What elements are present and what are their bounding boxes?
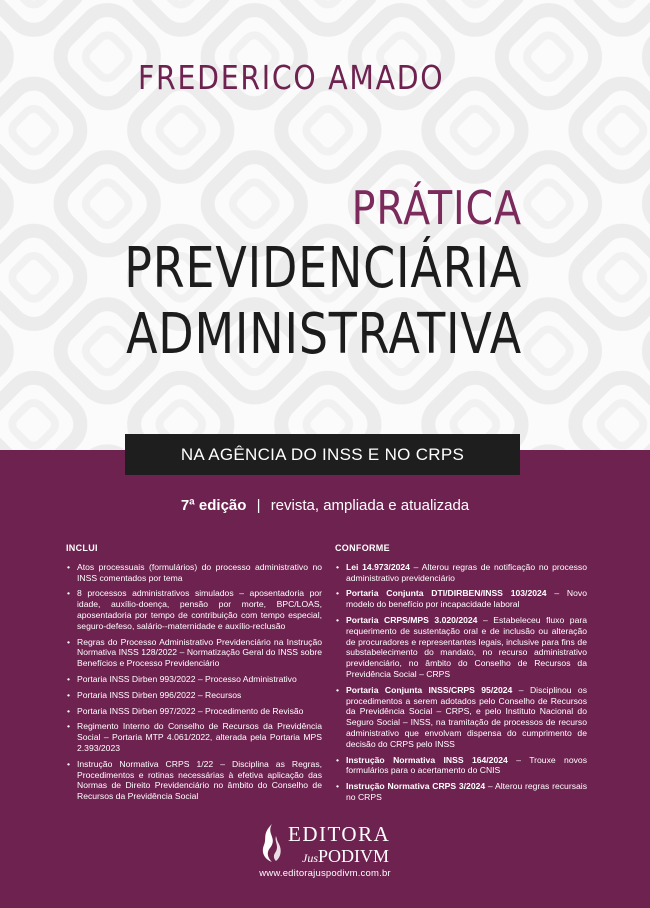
publisher-brand [302,846,389,867]
list-item: • Regimento Interno do Conselho de Recursos da Previdência Social – Portaria MTP 4.061/2022, alterada pela Portaria MPS 2.393/2023 [66,721,322,753]
list-item [335,781,587,803]
list-item: • Portaria INSS Dirben 996/2022 – Recursos [66,690,322,701]
edition-description: revista, ampliada e atualizada [270,497,470,514]
list-item-bold: Lei 14.973/2024 [346,561,410,572]
list-item-text: – Disciplinou os procedimentos a serem adotados pelo Conselho de Recursos da Previdência Social – CRPS, e pelo Instituto Nacional do Seguro Social – INSS, na tramitação de processos de recurso administrativo que envolvam dispensa do cumprimento de decisão do CRPS pelo INSS [346,684,587,749]
list-item-bold: Portaria Conjunta DTI/DIRBEN/INSS 103/2024 [346,588,547,599]
list-item-text: – Alterou regras recursais no CRPS [346,781,587,802]
list-item [335,588,587,610]
list-item: • Regras do Processo Administrativo Previdenciário na Instrução Normativa INSS 128/2022 – Normatização Geral do INSS sobre Benefícios e Processo Previdenciário [66,637,322,669]
publisher-logo [258,820,398,868]
conforme-heading: CONFORME [335,543,390,553]
list-item-text: – Estabeleceu fluxo para requerimento de sustentação oral e de inclusão ou alteração de procuradores e representantes legais, inclusive para fins de substabelecimento do mandato, no recurso administrativo previdenciário, no âmbito do Conselho de Recursos da Previdência Social – CRPS [346,614,587,679]
subtitle-bar [125,434,520,475]
list-item-bold: Portaria Conjunta INSS/CRPS 95/2024 [346,684,513,695]
book-title [37,180,522,368]
title-line-2: PREVIDENCIÁRIA [124,236,522,301]
list-item-bold: Portaria CRPS/MPS 3.020/2024 [346,614,478,625]
conforme-column [335,543,587,808]
publisher-name: EDITORA [288,822,391,846]
inclui-column [66,543,322,807]
list-item-text: – Alterou regras de notificação no processo administrativo previdenciário [346,561,587,583]
list-item: • Portaria INSS Dirben 993/2022 – Processo Administrativo [66,674,322,685]
list-item-bold: Instrução Normativa INSS 164/2024 [346,754,508,765]
list-item: • Portaria INSS Dirben 997/2022 – Procedimento de Revisão [66,706,322,717]
title-line-1: PRÁTICA [351,181,522,235]
list-item-text: – Novo modelo do benefício por incapacidade laboral [346,588,587,610]
list-item [335,755,587,777]
title-line-3: ADMINISTRATIVA [126,302,522,367]
list-item [335,562,587,584]
subtitle-text: NA AGÊNCIA DO INSS E NO CRPS [180,444,465,464]
edition-separator: | [256,497,261,514]
author-name: FREDERICO AMADO [138,58,445,97]
list-item-bold: Instrução Normativa CRPS 3/2024 [346,781,486,792]
list-item [335,685,587,750]
publisher-website: www.editorajuspodivm.com.br [259,868,391,879]
list-item: • 8 processos administrativos simulados – aposentadoria por idade, auxílio-doença, pensão por morte, BPC/LOAS, aposentadoria por tempo de contribuição com tempo especial, seguro-defeso, salário--maternidade e auxílio-reclusão [66,588,322,631]
publisher-brand-prefix: Jus [302,851,318,865]
list-item: • Instrução Normativa CRPS 1/22 – Disciplina as Regras, Procedimentos e rotinas necessárias à efetiva aplicação das Normas de Direito Previdenciário no âmbito do Conselho de Recursos da Previdência Social [66,759,322,802]
edition-number: 7ª edição [180,497,247,514]
inclui-heading: INCLUI [66,543,98,553]
conforme-list [335,562,587,803]
list-item-text: – Trouxe novos formulários para o acertamento do CNIS [346,754,587,776]
inclui-list [66,562,322,802]
publisher-brand-main: PODIVM [318,846,390,866]
list-item: • Atos processuais (formulários) do processo administrativo no INSS comentados por tema [66,562,322,584]
list-item [335,615,587,680]
edition-line [0,497,650,514]
flame-icon [258,822,284,864]
